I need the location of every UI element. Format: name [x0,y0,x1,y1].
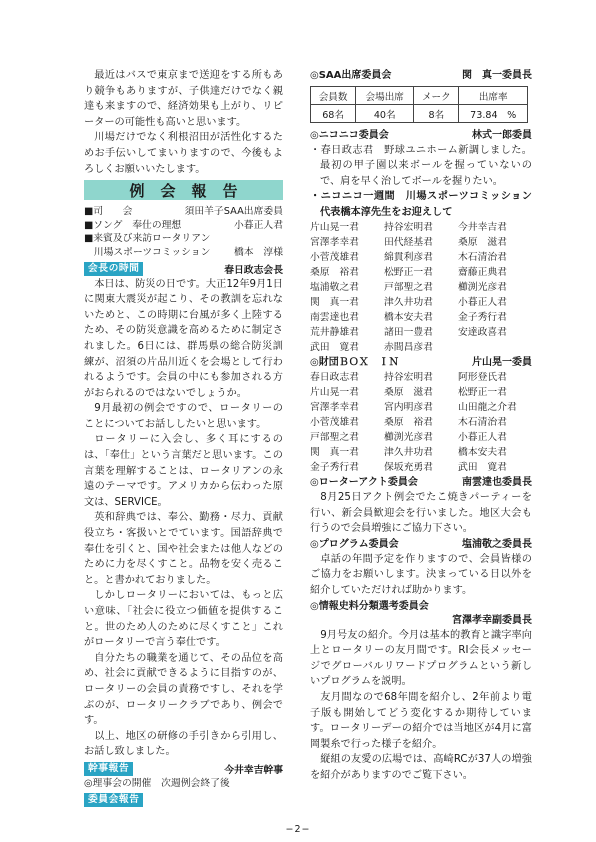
committee-report-header [84,793,283,808]
member-name: 橋本安夫君 [384,312,433,324]
member-name: 木石清治君 [458,252,507,264]
program-row [84,205,283,219]
member-name: 宮内明彦君 [384,402,433,414]
program-label: ■司 会 [84,206,133,218]
table-cell: 40名 [356,105,414,123]
zaidan-title: ◎財団ＢＯＸ ＩＮ [310,357,399,369]
table-header-cell: メーク [414,87,459,105]
secretary-name: 今井幸吉幹事 [224,765,283,777]
president-paragraph: ロータリーに入会し、多く耳にするのは、「奉仕」という言葉だと思います。この言葉を理解することは、ロータリアンの永遠のテーマです。アメリカから伝わった原文は、SERVICE。 [84,434,283,508]
president-paragraph: 本日は、防災の日です。大正12年9月1日に関東大震災が起こり、その教訓を忘れないためと、この時期に台風が多く上陸するため、その防災意識を高めるために制定されました。6日には、群馬県の総合防災訓練が、沼須の片品川近くを会場として行われるようです。会員の中にも参加される方がおられるのではないでしょうか。 [84,278,283,399]
president-paragraph: しかしロータリーにおいては、もっと広い意味、「社会に役立つ価値を提供すること。世のため人のために尽くすこと」これがロータリーで言う奉仕です。 [84,590,283,649]
member-name: 桑原 裕君 [384,417,433,429]
member-name: 持谷宏明君 [384,222,433,234]
member-name: 宮澤孝幸君 [310,402,359,414]
president-paragraph: 9月最初の例会ですので、ロータリーのことについてお話ししたいと思います。 [84,403,283,430]
nikoniko-names [310,220,532,355]
table-row [311,105,528,123]
member-name: 山田龍之介君 [458,402,517,414]
president-time-tag: 会長の時間 [84,262,143,276]
secretary-note: ◎理事会の開催 次週例会終了後 [84,777,230,789]
zaidan-person: 片山晃一委員 [472,357,532,369]
table-header-cell: 出席率 [459,87,528,105]
member-name: 片山晃一君 [310,222,359,234]
zaidan-header [310,355,532,370]
member-name: 武田 寛君 [310,342,359,354]
meeting-report-banner [84,180,283,200]
nikoniko-header [310,128,532,143]
zaidan-names [310,370,532,475]
member-name: 武田 寛君 [458,462,507,474]
member-name: 戸部聖之君 [310,432,359,444]
rotaract-header [310,475,532,490]
member-name: 金子秀行君 [458,312,507,324]
secretary-report-header [84,762,283,777]
member-name: 片山晃一君 [310,387,359,399]
info-paragraph: 縦組の友愛の広場では、高崎RCが37人の増強を紹介がありますのでご覧下さい。 [310,754,532,781]
member-name: 櫛渕光彦君 [458,282,507,294]
nikoniko-item: ・ニコニコ一週間 川場スポーツコミッション代表橋本淳先生をお迎えして [310,191,532,218]
member-name: 赤間昌彦君 [384,342,433,354]
program-row [84,246,283,260]
program-label: 川場スポーツコミッション [84,246,211,258]
table-row [311,87,528,105]
member-name: 関 真一君 [310,297,359,309]
program-committee-title: ◎プログラム委員会 [310,538,399,550]
program-committee-header [310,537,532,552]
nikoniko-item: ・春日政志君 野球ユニホーム新調しました。最初の甲子園以来ボールを握っていないので、肩を早く治してボールを握りたい。 [310,145,532,187]
program-value: 小暮正人君 [234,219,283,231]
program-value: 橋本 淳様 [234,246,283,258]
table-header-cell: 会員数 [311,87,356,105]
member-name: 小暮正人君 [458,297,507,309]
member-name: 桑原 裕君 [310,267,359,279]
member-name: 齋藤正典君 [458,267,507,279]
rotaract-person: 南雲達也委員長 [462,477,532,489]
table-cell: 73.84 % [459,105,528,123]
committee-report-tag: 委員会報告 [84,793,143,807]
table-cell: 68名 [311,105,356,123]
member-name: 今井幸吉君 [458,222,507,234]
president-paragraph: 英和辞典では、奉公、勤務・尽力、貢献役立ち・客扱いとでています。国語辞典で奉仕を引くと、国や社会または他人などのために力を尽くすこと。品物を安く売ること。と書かれておりました。 [84,512,283,586]
member-name: 田代経基君 [384,237,433,249]
member-name: 保坂充勇君 [384,462,433,474]
member-name: 南雲達也君 [310,312,359,324]
nikoniko-title: ◎ニコニコ委員会 [310,130,389,141]
member-name: 小菅茂雄君 [310,252,359,264]
program-label: ■ソング 奉仕の理想 [84,219,182,231]
info-paragraph: 友月間なので68年間を紹介し、2年前より電子版も開始してどう変化するか期待しています。ロータリーデーの紹介では当地区が4月に富岡製糸で行った様子を紹介。 [310,691,532,750]
president-paragraph: 自分たちの職業を通じて、その品位を高め、社会に貢献できるように目指すのが、ロータリーの会員の責務ですし、それを学ぶのが、ロータリークラブであり、例会です。 [84,652,283,727]
member-name: 持谷宏明君 [384,372,433,384]
table-header-cell: 会場出席 [356,87,414,105]
member-name: 橋本安夫君 [458,447,507,459]
member-name: 津久井功君 [384,297,433,309]
member-name: 宮澤孝幸君 [310,237,359,249]
saa-title: ◎SAA出席委員会 [310,70,392,81]
member-name: 桑原 滋君 [384,387,433,399]
member-name: 荒井静雄君 [310,327,359,339]
member-name: 櫛渕光彦君 [384,432,433,444]
table-cell: 8名 [414,105,459,123]
member-name: 津久井功君 [384,447,433,459]
member-name: 春日政志君 [310,372,359,384]
president-time-header [84,262,283,277]
rotaract-title: ◎ローターアクト委員会 [310,477,418,489]
member-name: 小菅茂雄君 [310,417,359,429]
member-name: 諸田一豊君 [384,327,433,339]
page-number: −2− [285,824,311,835]
program-committee-person: 塩浦敬之委員長 [462,538,532,550]
member-name: 安達政喜君 [458,327,507,339]
member-name: 阿形登氏君 [458,372,507,384]
rotaract-text: 8月25日アクト例会でたこ焼きパーティーを行い、新会員歓迎会を行いました。地区大会も行うので会員増強にご協力下さい。 [310,492,532,535]
meeting-report-heading: 例会報告 [129,181,254,200]
intro-paragraph-1: 最近はバスで東京まで送迎をする所もあり競争もありますが、子供達だけでなく親達も来ますので、経済効果も上がり、リピーターの可能性も高いと思います。 [84,70,283,128]
program-row [84,232,283,246]
member-name: 金子秀行君 [310,462,359,474]
left-column [84,68,283,808]
member-name: 塩浦敬之君 [310,282,359,294]
member-name: 小暮正人君 [458,432,507,444]
secretary-report-tag: 幹事報告 [84,762,133,776]
program-label: ■来賓及び来訪ロータリアン [84,233,211,245]
member-name: 松野正一君 [384,267,433,279]
program-value: 須田羊子SAA出席委員 [184,206,283,218]
attendance-table [310,86,528,123]
saa-header [310,68,532,83]
nikoniko-person: 林式一郎委員 [472,130,532,141]
president-name: 春日政志会長 [224,265,283,277]
member-name: 木石清治君 [458,417,507,429]
president-paragraph: 以上、地区の研修の手引きから引用し、お話し致しました。 [84,730,283,758]
member-name: 松野正一君 [458,387,507,399]
right-column [310,68,532,784]
member-name: 桑原 滋君 [458,237,507,249]
member-name: 綿貫利彦君 [384,252,433,264]
program-row [84,219,283,233]
info-paragraph: 9月号友の紹介。今月は基本的教育と識字率向上とロータリーの友月間です。RI会長メッセージでグローバルリワードプログラムという新しいプログラムを説明。 [310,629,532,688]
saa-person: 関 真一委員長 [462,70,532,81]
info-committee-title: ◎情報史料分類選考委員会 [310,600,429,612]
program-list [84,205,283,259]
member-name: 関 真一君 [310,447,359,459]
member-name: 戸部聖之君 [384,282,433,294]
info-committee-person: 宮澤孝幸副委員長 [452,614,532,626]
program-committee-text: 卓話の年間予定を作りますので、会員皆様のご協力をお願いします。決まっている日以外を紹介していただければ助かります。 [310,553,532,596]
intro-paragraph-2: 川場だけでなく利根沼田が活性化するためお手伝いしてまいりますので、今後もよろしくお願いいたします。 [84,132,283,175]
